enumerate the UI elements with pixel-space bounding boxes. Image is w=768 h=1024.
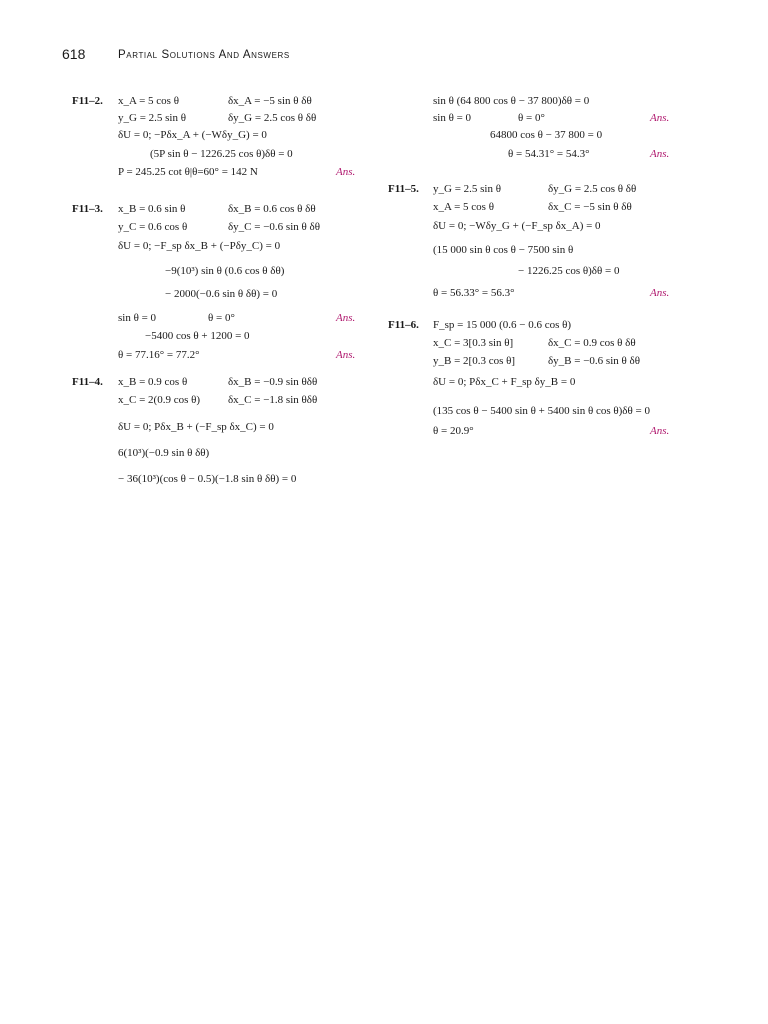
problem-label: F11–6. [388, 319, 419, 331]
equation-line: y_G = 2.5 sin θ [433, 183, 502, 195]
equation-line: sin θ (64 800 cos θ − 37 800)δθ = 0 [433, 95, 590, 107]
equation-line: −5400 cos θ + 1200 = 0 [145, 330, 250, 342]
equation-line: − 2000(−0.6 sin θ δθ) = 0 [165, 288, 278, 300]
answer-marker: Ans. [336, 166, 356, 178]
equation-line: (135 cos θ − 5400 sin θ + 5400 sin θ cos θ)δθ = 0 [433, 405, 650, 417]
answer-marker: Ans. [650, 112, 670, 124]
equation-line-secondary: δx_C = −1.8 sin θδθ [228, 394, 318, 406]
equation-line-secondary: δx_A = −5 sin θ δθ [228, 95, 312, 107]
equation-line: x_B = 0.6 sin θ [118, 203, 186, 215]
equation-line: x_C = 2(0.9 cos θ) [118, 394, 201, 406]
equation-line: θ = 20.9° [433, 425, 474, 437]
problem-label: F11–5. [388, 183, 419, 195]
answer-marker: Ans. [336, 349, 356, 361]
equation-line-secondary: δx_C = 0.9 cos θ δθ [548, 337, 636, 349]
answer-marker: Ans. [650, 148, 670, 160]
equation-line: P = 245.25 cot θ|θ=60° = 142 N [118, 166, 258, 178]
equation-line-secondary: δy_C = −0.6 sin θ δθ [228, 221, 320, 233]
equation-line-secondary: δx_B = 0.6 cos θ δθ [228, 203, 316, 215]
equation-line: x_A = 5 cos θ [118, 95, 179, 107]
equation-line: δU = 0; −F_sp δx_B + (−Pδy_C) = 0 [118, 240, 281, 252]
equation-line: 6(10³)(−0.9 sin θ δθ) [118, 447, 210, 459]
answer-marker: Ans. [650, 425, 670, 437]
equation-line: θ = 54.31° = 54.3° [508, 148, 590, 160]
equation-line: − 36(10³)(cos θ − 0.5)(−1.8 sin θ δθ) = 0 [118, 473, 297, 485]
equation-line: δU = 0; −Pδx_A + (−Wδy_G) = 0 [118, 129, 267, 141]
equation-line-secondary: δy_B = −0.6 sin θ δθ [548, 355, 640, 367]
equation-line: δU = 0; Pδx_B + (−F_sp δx_C) = 0 [118, 421, 274, 433]
problem-label: F11–3. [72, 203, 103, 215]
equation-line: −9(10³) sin θ (0.6 cos θ δθ) [165, 265, 285, 277]
equation-line: x_C = 3[0.3 sin θ] [433, 337, 514, 349]
equation-line: − 1226.25 cos θ)δθ = 0 [518, 265, 620, 277]
equation-line: y_G = 2.5 sin θ [118, 112, 187, 124]
equation-line-secondary: δy_G = 2.5 cos θ δθ [228, 112, 317, 124]
equation-line-secondary: δx_C = −5 sin θ δθ [548, 201, 632, 213]
equation-line: (15 000 sin θ cos θ − 7500 sin θ [433, 244, 574, 256]
page-number: 618 [62, 46, 86, 62]
problem-label: F11–4. [72, 376, 103, 388]
equation-line-secondary: δy_G = 2.5 cos θ δθ [548, 183, 637, 195]
equation-line-secondary: θ = 0° [208, 312, 235, 324]
problem-label: F11–2. [72, 95, 103, 107]
equation-line-secondary: θ = 0° [518, 112, 545, 124]
equation-line: θ = 56.33° = 56.3° [433, 287, 515, 299]
equation-line: sin θ = 0 [433, 112, 472, 124]
equation-line: x_B = 0.9 cos θ [118, 376, 188, 388]
equation-line: y_B = 2[0.3 cos θ] [433, 355, 516, 367]
equation-line-secondary: δx_B = −0.9 sin θδθ [228, 376, 318, 388]
equation-line: F_sp = 15 000 (0.6 − 0.6 cos θ) [433, 319, 572, 331]
running-head: Partial Solutions And Answers [118, 49, 290, 61]
answer-marker: Ans. [336, 312, 356, 324]
equation-line: sin θ = 0 [118, 312, 157, 324]
equation-line: δU = 0; Pδx_C + F_sp δy_B = 0 [433, 376, 576, 388]
equation-line: 64800 cos θ − 37 800 = 0 [490, 129, 603, 141]
equation-line: δU = 0; −Wδy_G + (−F_sp δx_A) = 0 [433, 220, 601, 232]
answer-marker: Ans. [650, 287, 670, 299]
equation-line: θ = 77.16° = 77.2° [118, 349, 200, 361]
equation-line: y_C = 0.6 cos θ [118, 221, 188, 233]
equation-line: (5P sin θ − 1226.25 cos θ)δθ = 0 [150, 148, 293, 160]
equation-line: x_A = 5 cos θ [433, 201, 494, 213]
